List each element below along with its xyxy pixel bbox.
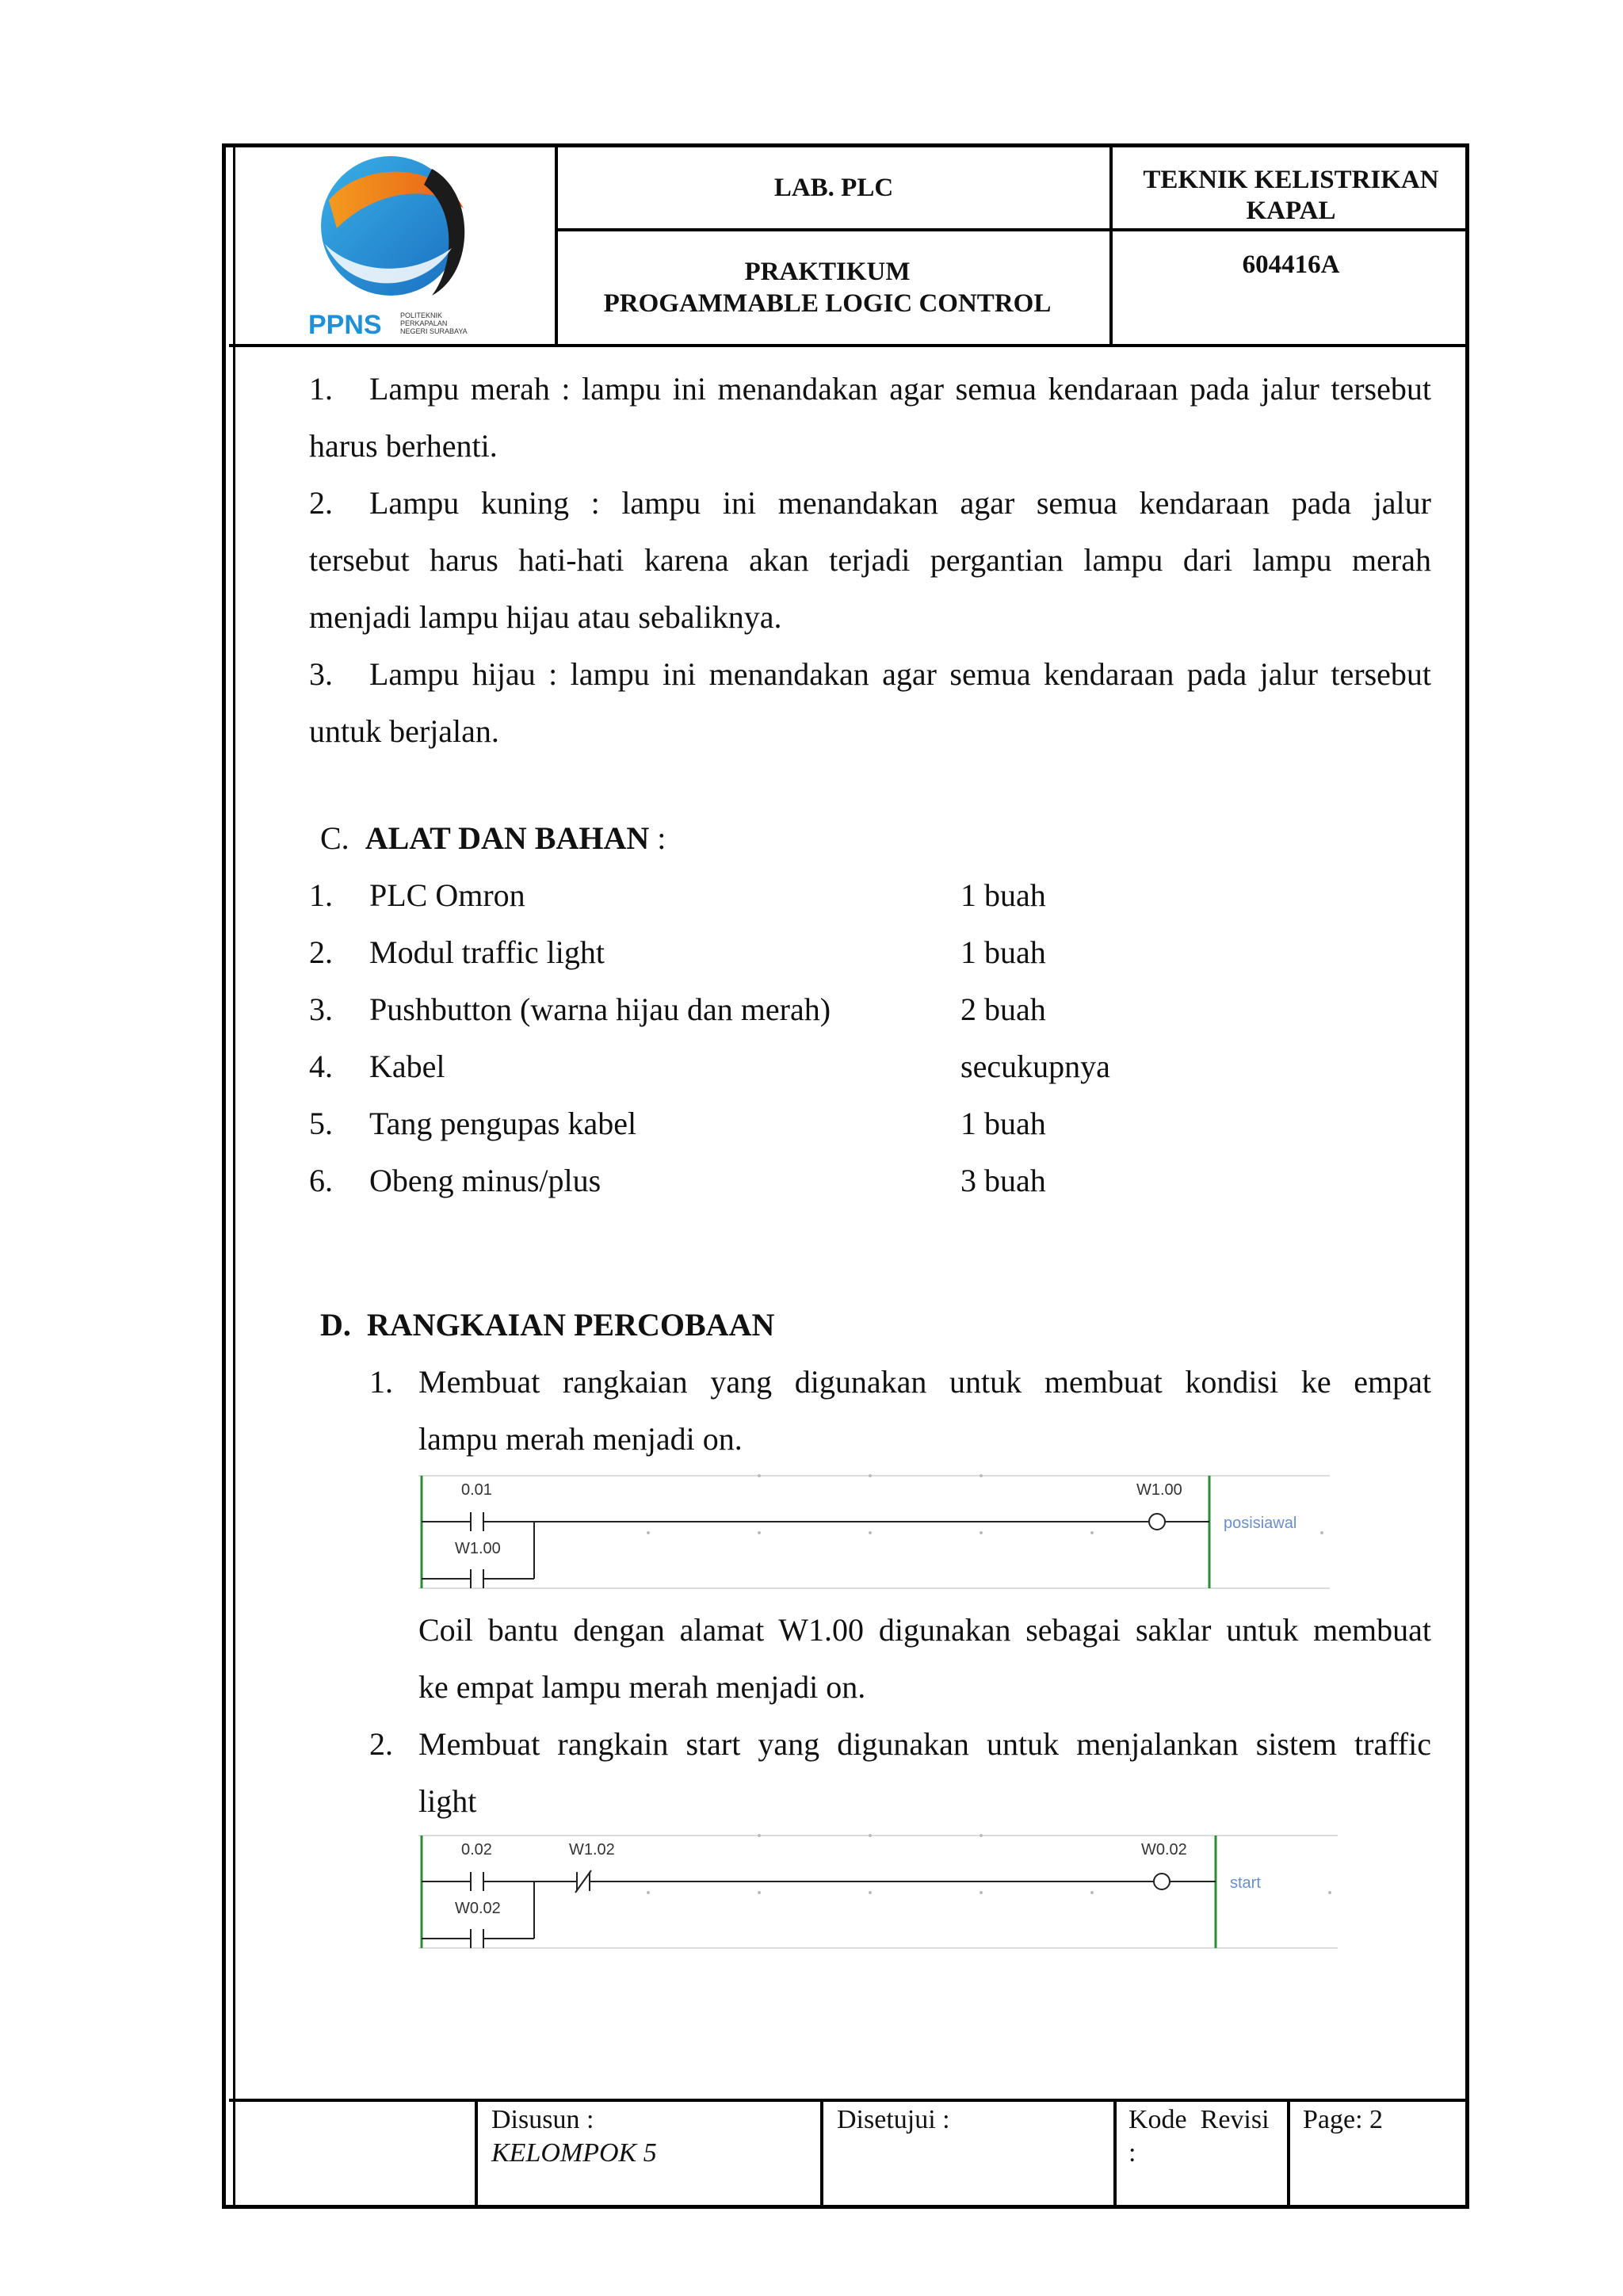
intro-item-2-line1: Lampu kuning : lampu ini menandakan agar semua kendaraan pada jalur (369, 485, 1431, 521)
ladder1-comment: posisiawal (1224, 1515, 1297, 1532)
step-1-desc-line1: Coil bantu dengan alamat W1.00 digunakan sebagai saklar untuk membuat (418, 1612, 1431, 1648)
intro-item-2-number: 2. (309, 485, 333, 521)
logo-subtext-1: POLITEKNIK (400, 311, 443, 319)
tool-1-qty: 1 buah (960, 877, 1046, 913)
ladder1-coil-label: W1.00 (1136, 1481, 1182, 1499)
tool-3-qty: 2 buah (960, 991, 1046, 1027)
footer-kode-revisi-line2: : (1128, 2138, 1136, 2168)
intro-item-2-line2: tersebut harus hati-hati karena akan terjadi pergantian lampu dari lampu merah (309, 542, 1431, 578)
header-dept-line2: KAPAL (1246, 197, 1336, 225)
ladder-diagram-1 (418, 1473, 1330, 1591)
tool-6-qty: 3 buah (960, 1163, 1046, 1198)
step-1-number: 1. (369, 1364, 393, 1400)
ladder2-contact1-label: 0.02 (461, 1841, 492, 1859)
ladder2-contact2-label: W0.02 (455, 1900, 501, 1917)
tool-3-name: Pushbutton (warna hijau dan merah) (369, 991, 831, 1027)
tool-2-qty: 1 buah (960, 934, 1046, 970)
step-2-number: 2. (369, 1726, 393, 1762)
tool-1-number: 1. (309, 877, 333, 913)
ladder2-contact-nc-label: W1.02 (569, 1841, 615, 1859)
section-c-heading (320, 810, 666, 867)
step-1-line2: lampu merah menjadi on. (418, 1421, 743, 1457)
intro-item-1-number: 1. (309, 371, 333, 407)
header-code: 604416A (1242, 250, 1340, 279)
tool-4-qty: secukupnya (960, 1049, 1110, 1084)
intro-item-3-line2: untuk berjalan. (309, 713, 499, 749)
header-mid-line (555, 228, 1469, 231)
ladder2-coil-label: W0.02 (1141, 1841, 1187, 1859)
footer-kode-revisi-line1: Kode Revisi (1128, 2105, 1270, 2134)
tool-4-name: Kabel (369, 1049, 445, 1084)
tool-2-number: 2. (309, 934, 333, 970)
intro-item-1-line1: Lampu merah : lampu ini menandakan agar semua kendaraan pada jalur tersebut (369, 371, 1431, 407)
section-c-letter: C. (320, 820, 349, 856)
header-bottom-line (229, 344, 1469, 347)
step-2-line2: light (418, 1783, 477, 1819)
tool-6-number: 6. (309, 1163, 333, 1198)
footer-divider-4 (1287, 2099, 1290, 2209)
step-1-line1: Membuat rangkaian yang digunakan untuk membuat kondisi ke empat (418, 1364, 1431, 1400)
header-title-line1: PRAKTIKUM (744, 258, 911, 286)
footer-disusun-label: Disusun : (491, 2105, 594, 2134)
footer-divider-1 (475, 2099, 478, 2209)
section-c-colon: : (649, 820, 666, 856)
tool-3-number: 3. (309, 991, 333, 1027)
footer-divider-3 (1113, 2099, 1117, 2209)
ppns-logo (305, 153, 487, 339)
tool-6-name: Obeng minus/plus (369, 1163, 601, 1198)
intro-item-1-line2: harus berhenti. (309, 428, 498, 464)
footer-top-line (229, 2099, 1469, 2102)
intro-item-3-number: 3. (309, 656, 333, 692)
step-1-desc-line2: ke empat lampu merah menjadi on. (418, 1669, 866, 1705)
header-title-line2: PROGAMMABLE LOGIC CONTROL (603, 289, 1052, 318)
logo-subtext-2: PERKAPALAN (400, 319, 448, 327)
logo-subtext-3: NEGERI SURABAYA (400, 327, 468, 335)
footer-page-number: Page: 2 (1303, 2105, 1384, 2134)
footer-disusun-value: KELOMPOK 5 (491, 2138, 657, 2168)
tool-5-name: Tang pengupas kabel (369, 1106, 637, 1141)
section-d-heading: D. RANGKAIAN PERCOBAAN (320, 1307, 775, 1343)
tool-5-qty: 1 buah (960, 1106, 1046, 1141)
section-c-title: ALAT DAN BAHAN (365, 820, 650, 856)
footer-disetujui-label: Disetujui : (837, 2105, 950, 2134)
ladder-diagram-2 (418, 1832, 1338, 1951)
intro-item-2-line3: menjadi lampu hijau atau sebaliknya. (309, 599, 782, 635)
footer-divider-2 (820, 2099, 823, 2209)
tool-2-name: Modul traffic light (369, 934, 605, 970)
tool-5-number: 5. (309, 1106, 333, 1141)
ladder1-contact2-label: W1.00 (455, 1540, 501, 1557)
step-2-line1: Membuat rangkain start yang digunakan untuk menjalankan sistem traffic (418, 1726, 1431, 1762)
header-lab: LAB. PLC (773, 174, 894, 202)
header-dept-line1: TEKNIK KELISTRIKAN (1143, 166, 1439, 194)
logo-text: PPNS (308, 310, 382, 339)
tool-4-number: 4. (309, 1049, 333, 1084)
tool-1-name: PLC Omron (369, 877, 525, 913)
ladder1-contact1-label: 0.01 (461, 1481, 492, 1499)
ladder2-comment: start (1230, 1874, 1261, 1892)
intro-item-3-line1: Lampu hijau : lampu ini menandakan agar semua kendaraan pada jalur tersebut (369, 656, 1431, 692)
